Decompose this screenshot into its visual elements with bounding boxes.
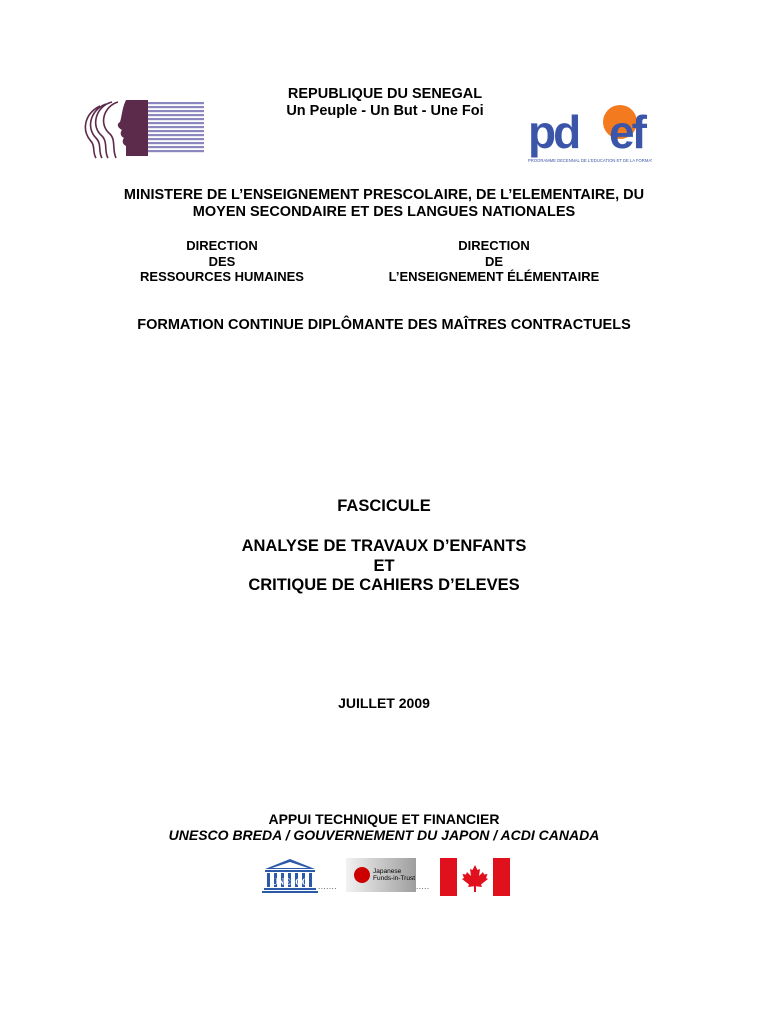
publication-date: JUILLET 2009 bbox=[338, 695, 430, 711]
unesco-temple-logo-icon bbox=[262, 858, 318, 896]
country-name: REPUBLIQUE DU SENEGAL bbox=[287, 86, 483, 102]
support-heading: APPUI TECHNIQUE ET FINANCIER bbox=[268, 811, 500, 827]
profile-silhouette-logo-icon bbox=[82, 96, 208, 162]
document-title-line-1: ANALYSE DE TRAVAUX D’ENFANTS bbox=[241, 537, 527, 555]
document-title bbox=[60, 537, 708, 596]
direction-right-line-3: L’ENSEIGNEMENT ÉLÉMENTAIRE bbox=[388, 269, 600, 284]
ministry-line-1: MINISTERE DE L’ENSEIGNEMENT PRESCOLAIRE, DE L’ELEMENTAIRE, DU bbox=[123, 187, 645, 203]
document-title-line-3: CRITIQUE DE CAHIERS D’ELEVES bbox=[248, 576, 520, 594]
ministry-line-2: MOYEN SECONDAIRE ET DES LANGUES NATIONALES bbox=[192, 204, 576, 220]
svg-text:ef: ef bbox=[609, 106, 644, 158]
support-section bbox=[60, 811, 708, 843]
japanese-funds-in-trust-logo-icon bbox=[346, 858, 416, 896]
country-heading bbox=[230, 86, 540, 120]
svg-text:pd: pd bbox=[528, 106, 579, 158]
direction-right-line-2: DE bbox=[484, 253, 504, 269]
program-title: FORMATION CONTINUE DIPLÔMANTE DES MAÎTRES CONTRACTUELS bbox=[137, 317, 631, 333]
direction-human-resources bbox=[92, 238, 352, 285]
ministry-heading bbox=[60, 187, 708, 221]
logo-dots-right: ..... bbox=[416, 882, 430, 891]
canada-flag-icon bbox=[440, 858, 510, 896]
pdef-logo-icon bbox=[526, 96, 652, 166]
pdef-caption: PROGRAMME DECENNAL DE L'EDUCATION ET DE LA FORMATION bbox=[528, 158, 652, 163]
direction-right-line-1: DIRECTION bbox=[458, 238, 530, 253]
direction-elementary-education bbox=[364, 238, 624, 285]
national-motto: Un Peuple - Un But - Une Foi bbox=[286, 103, 484, 119]
direction-left-line-2: DES bbox=[208, 253, 236, 269]
japan-logo-line-2: Funds-in-Trust bbox=[373, 875, 416, 882]
logo-dots-left: ....... bbox=[318, 882, 338, 891]
direction-left-line-3: RESSOURCES HUMAINES bbox=[140, 269, 304, 284]
document-title-line-2: ET bbox=[373, 556, 395, 575]
unesco-logo-text: UNESCO bbox=[271, 877, 309, 887]
japan-logo-line-1: Japanese bbox=[373, 868, 402, 875]
document-type: FASCICULE bbox=[337, 497, 431, 515]
direction-left-line-1: DIRECTION bbox=[186, 238, 258, 253]
support-partners: UNESCO BREDA / GOUVERNEMENT DU JAPON / ACDI CANADA bbox=[168, 827, 600, 843]
